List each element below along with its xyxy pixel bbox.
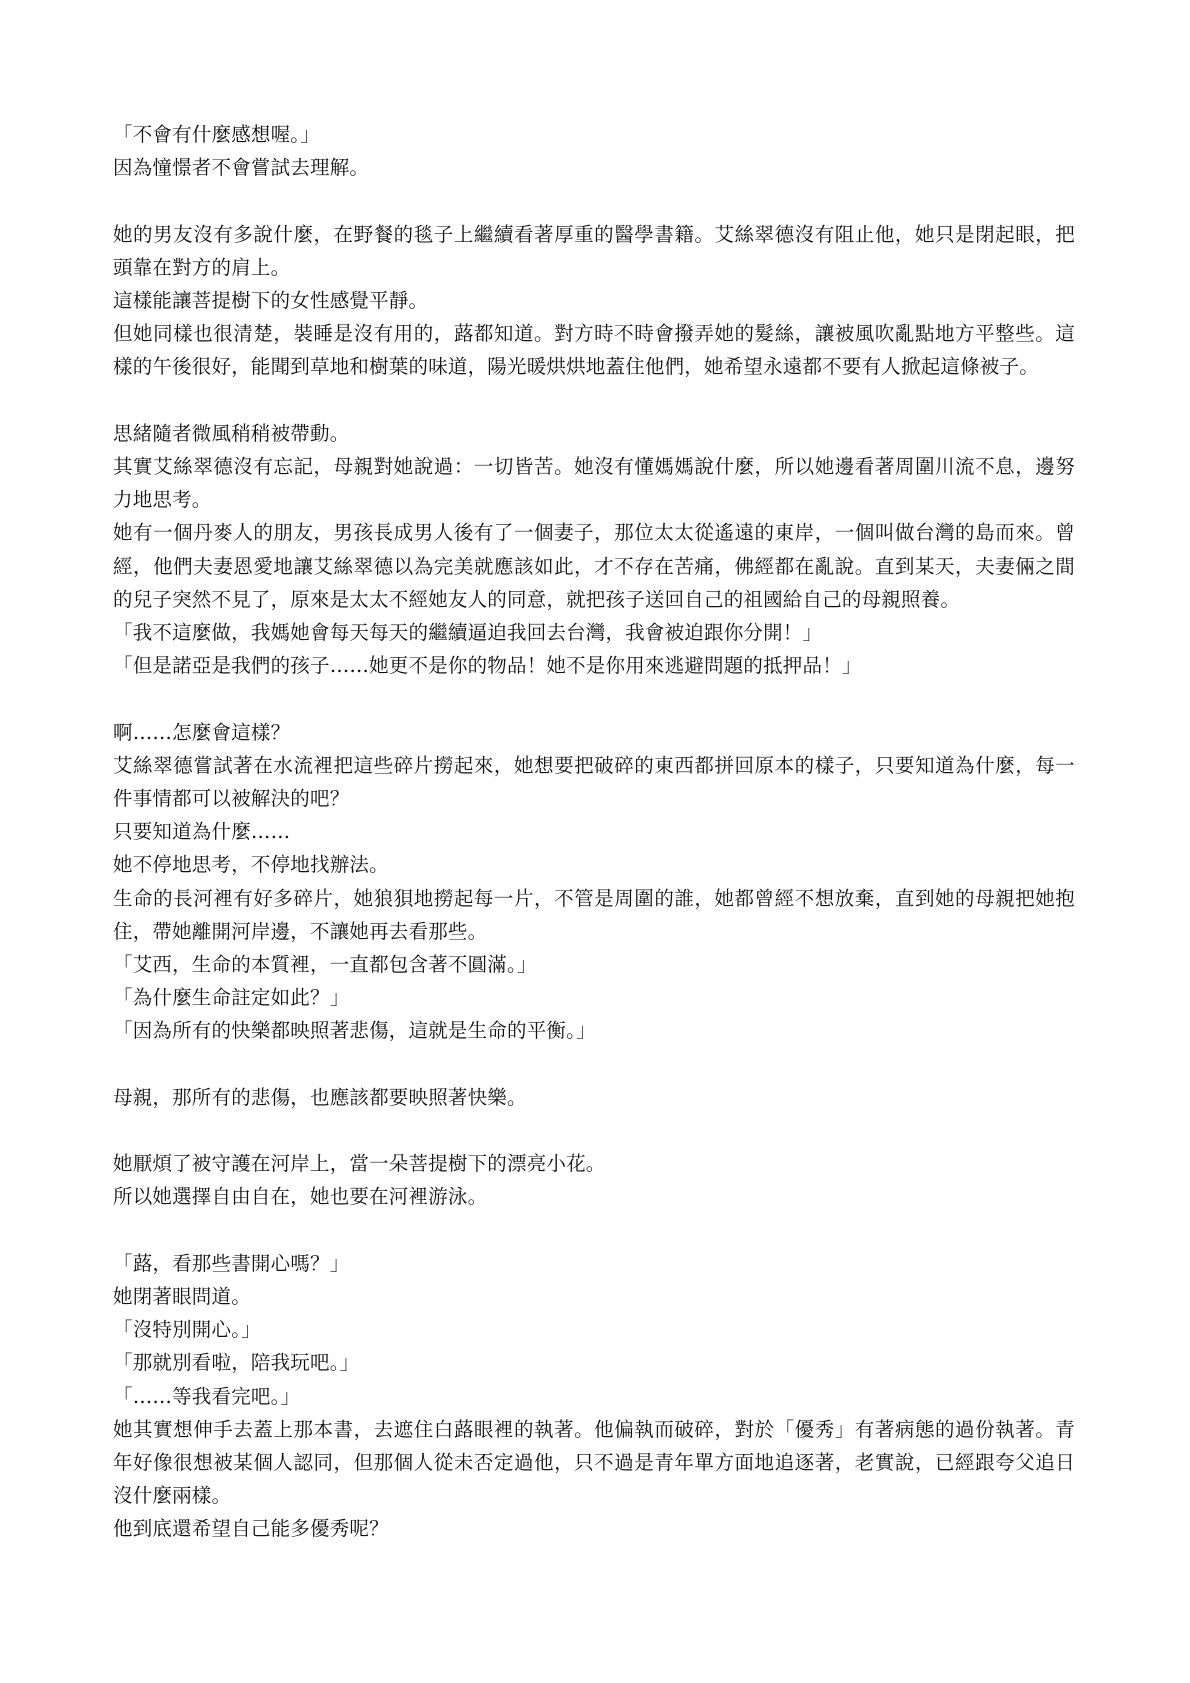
paragraph: 她其實想伸手去蓋上那本書，去遮住白蕗眼裡的執著。他偏執而破碎，對於「優秀」有著病態的過份執著。青年好像很想被某個人認同，但那個人從未否定過他，只不過是青年單方面地追逐著，老實說，已經跟夸父追日沒什麼兩樣。	[113, 1417, 1075, 1508]
paragraph: 「蕗，看那些書開心嗎？」	[113, 1251, 350, 1275]
paragraph: 但她同樣也很清楚，裝睡是沒有用的，蕗都知道。對方時不時會撥弄她的髮絲，讓被風吹亂點地方平整些。這樣的午後很好，能聞到草地和樹葉的味道，陽光暖烘烘地蓋住他們，她希望永遠都不要有人掀起這條被子。	[113, 322, 1075, 379]
document-body	[113, 118, 1075, 1546]
paragraph-spacer	[113, 682, 1075, 715]
paragraph: 啊……怎麼會這樣？	[113, 720, 291, 744]
paragraph: 「因為所有的快樂都映照著悲傷，這就是生命的平衡。」	[113, 1019, 596, 1043]
paragraph: 「為什麼生命註定如此？」	[113, 986, 350, 1010]
paragraph: 只要知道為什麼……	[113, 820, 291, 844]
paragraph: 她不停地思考，不停地找辦法。	[113, 853, 389, 877]
paragraph: 「……等我看完吧。」	[113, 1384, 301, 1408]
paragraph-spacer	[113, 1048, 1075, 1081]
paragraph: 其實艾絲翠德沒有忘記，母親對她說過：一切皆苦。她沒有懂媽媽說什麼，所以她邊看著周圍川流不息，邊努力地思考。	[113, 455, 1075, 512]
paragraph: 「我不這麼做，我媽她會每天每天的繼續逼迫我回去台灣，我會被迫跟你分開！」	[113, 621, 823, 645]
paragraph: 母親，那所有的悲傷，也應該都要映照著快樂。	[113, 1085, 527, 1109]
paragraph: 艾絲翠德嘗試著在水流裡把這些碎片撈起來，她想要把破碎的東西都拼回原本的樣子，只要知道為什麼，每一件事情都可以被解決的吧？	[113, 753, 1075, 811]
paragraph: 她有一個丹麥人的朋友，男孩長成男人後有了一個妻子，那位太太從遙遠的東岸，一個叫做台灣的島而來。曾經，他們夫妻恩愛地讓艾絲翠德以為完美就應該如此，才不存在苦痛，佛經都在亂說。直到某天，夫妻倆之間的兒子突然不見了，原來是太太不經她友人的同意，就把孩子送回自己的祖國給自己的母親照養。	[113, 521, 1075, 611]
paragraph-spacer	[113, 1214, 1075, 1247]
paragraph: 「艾西，生命的本質裡，一直都包含著不圓滿。」	[113, 953, 537, 977]
paragraph: 思緒隨者微風稍稍被帶動。	[113, 421, 350, 445]
paragraph: 「不會有什麼感想喔。」	[113, 123, 320, 146]
paragraph: 「沒特別開心。」	[113, 1318, 261, 1342]
paragraph: 因為憧憬者不會嘗試去理解。	[113, 156, 370, 180]
paragraph: 這樣能讓菩提樹下的女性感覺平靜。	[113, 289, 429, 312]
paragraph-spacer	[113, 384, 1075, 417]
paragraph: 生命的長河裡有好多碎片，她狼狽地撈起每一片，不管是周圍的誰，她都曾經不想放棄，直到她的母親把她抱住，帶她離開河岸邊，不讓她再去看那些。	[113, 886, 1075, 943]
paragraph: 他到底還希望自己能多優秀呢？	[113, 1517, 389, 1541]
paragraph: 所以她選擇自由自在，她也要在河裡游泳。	[113, 1185, 488, 1209]
paragraph: 她閉著眼問道。	[113, 1285, 251, 1309]
paragraph-spacer	[113, 1114, 1075, 1147]
paragraph: 「那就別看啦，陪我玩吧。」	[113, 1351, 360, 1375]
paragraph: 她的男友沒有多說什麼，在野餐的毯子上繼續看著厚重的醫學書籍。艾絲翠德沒有阻止他，她只是閉起眼，把頭靠在對方的肩上。	[113, 222, 1075, 279]
paragraph: 她厭煩了被守護在河岸上，當一朵菩提樹下的漂亮小花。	[113, 1152, 606, 1176]
paragraph: 「但是諾亞是我們的孩子……她更不是你的物品！她不是你用來逃避問題的抵押品！」	[113, 654, 862, 678]
paragraph-spacer	[113, 184, 1075, 217]
